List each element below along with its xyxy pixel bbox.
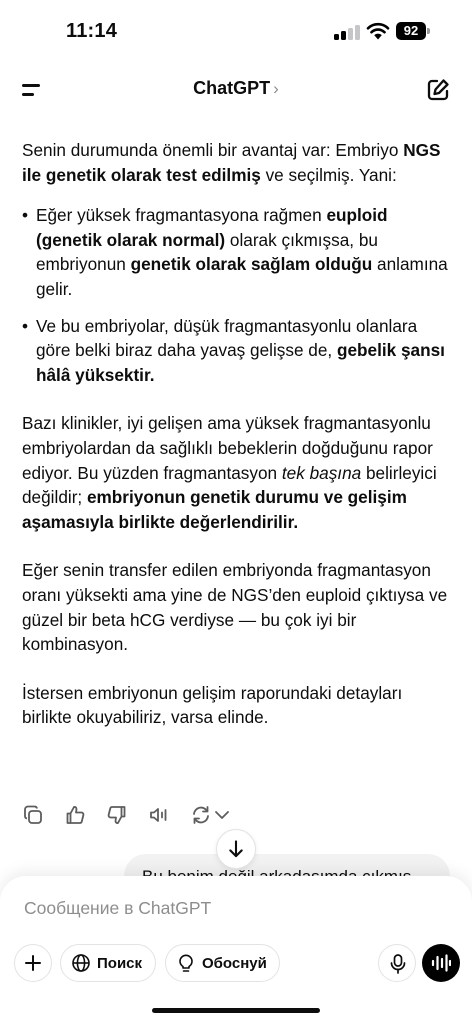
speaker-icon: [151, 809, 166, 821]
globe-icon: [71, 953, 91, 973]
search-label: Поиск: [97, 955, 143, 972]
battery-level: 92: [396, 22, 426, 40]
thumbs-up-icon: [68, 807, 84, 823]
status-bar: [0, 0, 472, 62]
model-selector[interactable]: [0, 78, 472, 99]
search-button[interactable]: [60, 944, 156, 982]
plus-icon: [24, 954, 42, 972]
reason-button[interactable]: [165, 944, 280, 982]
mic-icon: [388, 953, 408, 975]
thumbs-down-icon: [109, 807, 125, 823]
composer: [0, 876, 472, 1024]
wifi-icon: [366, 21, 390, 40]
message-paragraph: Eğer senin transfer edilen embriyonda fragmantasyon oranı yüksekti ama yine de NGS’den euploid çıktıysa ve güzel bir beta hCG verdiyse — bu çok iyi bir kombinasyon.: [22, 560, 448, 655]
new-chat-button[interactable]: [424, 76, 452, 104]
cellular-signal-icon: [334, 24, 360, 40]
message-paragraph: İstersen embriyonun gelişim raporundaki detayları birlikte okuyabiliriz, varsa elinde.: [22, 682, 403, 728]
app-header: [0, 62, 472, 118]
home-indicator: [152, 1008, 320, 1013]
dictate-button[interactable]: [378, 944, 416, 982]
bullet-list: [22, 203, 452, 387]
lightbulb-icon: [176, 953, 196, 973]
message-input[interactable]: Сообщение в ChatGPT: [24, 898, 212, 918]
status-time: 11:14: [66, 20, 118, 42]
refresh-icon: [194, 807, 208, 823]
reason-label: Обоснуй: [202, 955, 267, 972]
assistant-message: [22, 138, 452, 730]
thumbs-down-button[interactable]: [106, 804, 128, 826]
regenerate-button[interactable]: [190, 804, 212, 826]
arrow-down-icon: [230, 841, 241, 856]
attach-button[interactable]: [14, 944, 52, 982]
message-paragraph: Senin durumunda önemli bir avantaj var: Embriyo NGS ile genetik olarak test edilmiş ve seçilmiş. Yani:: [22, 140, 441, 185]
voice-mode-button[interactable]: [422, 944, 460, 982]
voice-wave-icon: [431, 954, 451, 972]
chevron-down-icon[interactable]: [214, 804, 230, 826]
edit-icon: [429, 81, 448, 100]
thumbs-up-button[interactable]: [64, 804, 86, 826]
message-paragraph: Bazı klinikler, iyi gelişen ama yüksek fragmantasyonlu embriyolardan da sağlıklı bebeklerin doğduğunu rapor ediyor. Bu yüzden fragmantasyon tek başına belirleyici değildir; embriyonun genetik durumu ve gelişim aşamasıyla birlikte değerlendirilir.: [22, 413, 437, 532]
battery-icon: [396, 22, 430, 40]
scroll-down-button[interactable]: [216, 829, 256, 869]
list-item: • Ve bu embriyolar, düşük fragmantasyonlu olanlara göre belki biraz daha yavaş gelişse de, gebelik şansı hâlâ yüksektir.: [22, 315, 445, 385]
list-item: • Eğer yüksek fragmantasyona rağmen euploid (genetik olarak normal) olarak çıkmışsa, bu embriyonun genetik olarak sağlam olduğu anlamına gelir.: [22, 205, 448, 299]
read-aloud-button[interactable]: [148, 804, 170, 826]
copy-icon: [25, 806, 41, 823]
page-title: ChatGPT: [193, 78, 271, 98]
chevron-right-icon: ›: [273, 79, 279, 98]
copy-button[interactable]: [22, 804, 44, 826]
